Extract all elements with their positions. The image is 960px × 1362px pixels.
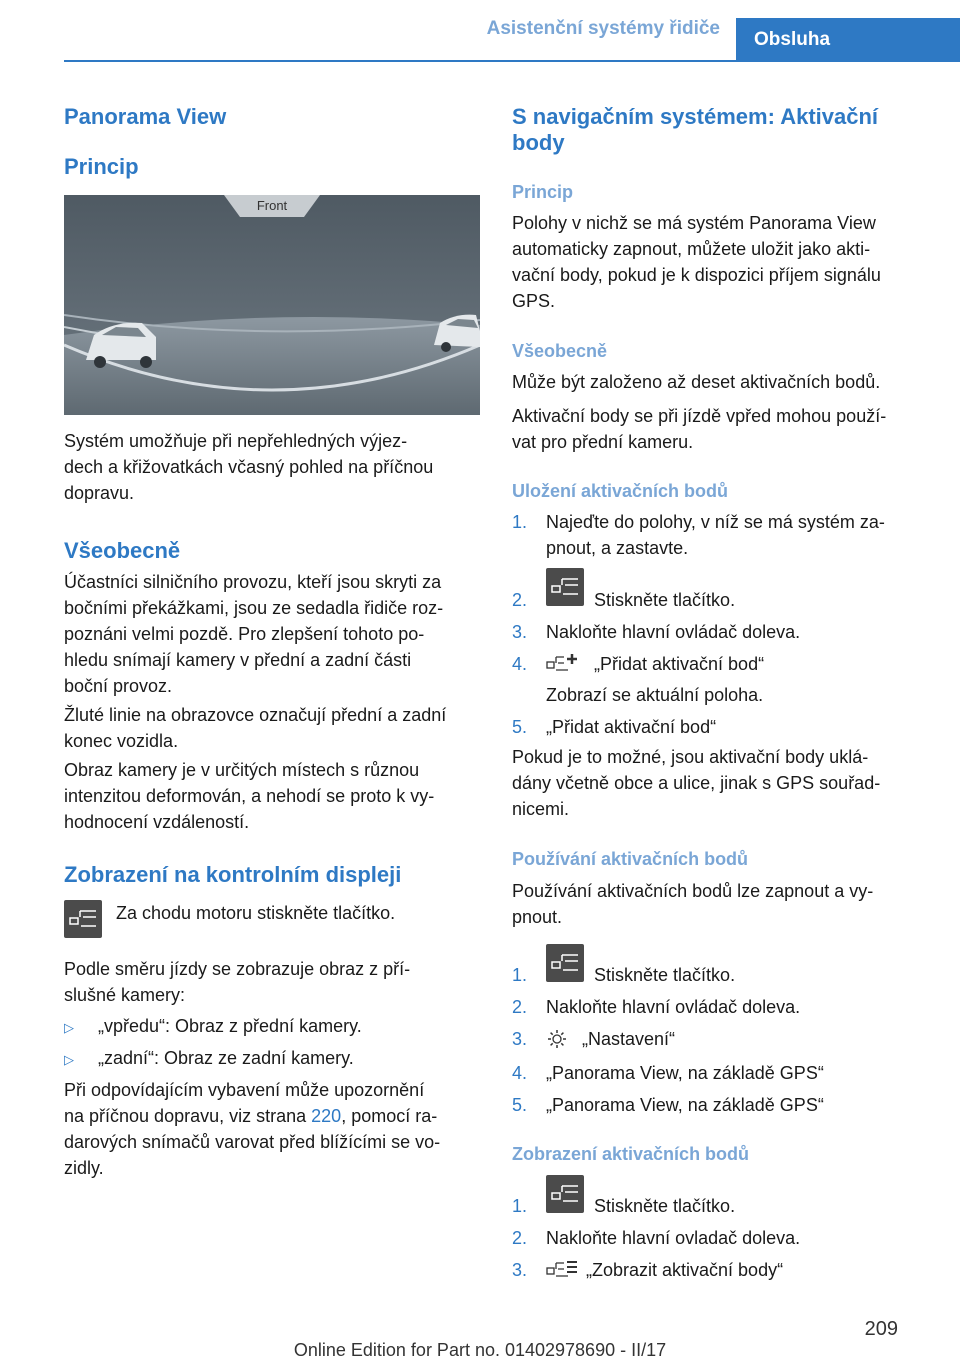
show-points-icon — [546, 1259, 578, 1288]
heading-vseobecne: Všeobecně — [64, 538, 181, 563]
vseobecne-text-1: Účastníci silničního provozu, kteří jsou skryti za bočními překážkami, jsou ze sedadla řidiče roz- poznáni velmi pozdě. Pro zlepšení tohoto po- hledu snímají kamery v přední a zadní části boční provoz. — [64, 572, 444, 696]
vseobecne-text-2: Žluté linie na obrazovce označují přední a zadní konec vozidla. — [64, 705, 447, 751]
heading-navigation: S navigačním systémem: Aktivační body — [512, 104, 879, 155]
heading-vseobecne-right: Všeobecně — [512, 341, 608, 361]
cross-traffic-text: Při odpovídajícím vybavení může upozornění na příčnou dopravu, viz strana 220, pomocí ra- darových snímačů varovat před blížícími se vo- zidly. — [64, 1080, 441, 1178]
header-rule — [64, 60, 960, 62]
princip-text: Systém umožňuje při nepřehledných výjez- dech a křižovatkách včasný pohled na příčnou dopravu. — [64, 431, 434, 503]
heading-ulozeni: Uložení aktivačních bodů — [512, 481, 729, 501]
chapter-tab: Obsluha — [736, 18, 960, 60]
edition-footer: Online Edition for Part no. 01402978690 - II/17 — [293, 1340, 667, 1360]
vseobecne-text-3: Obraz kamery je v určitých místech s různou intenzitou deformován, a nehodí se proto k vy- hodnocení vzdáleností. — [64, 760, 435, 832]
heading-princip: Princip — [64, 154, 139, 179]
page-number: 209 — [864, 1318, 898, 1340]
pouzivani-text: Používání aktivačních bodů lze zapnout a vy- pnout. — [512, 881, 874, 927]
heading-princip-right: Princip — [512, 182, 574, 202]
smer-text: Podle směru jízdy se zobrazuje obraz z pří- slušné kamery: — [64, 959, 411, 1005]
add-point-icon — [546, 653, 578, 682]
front-label: Front — [256, 198, 288, 213]
camera-button-icon — [546, 944, 584, 982]
section-title: Asistenční systémy řidiče — [486, 18, 720, 39]
camera-button-icon — [64, 900, 102, 938]
princip-right-text: Polohy v nichž se má systém Panorama View automaticky zapnout, můžete uložit jako akti- vační body, pokud je k dispozici příjem signálu GPS. — [512, 213, 881, 311]
page-header — [0, 0, 960, 62]
vseobecne-right-1: Může být založeno až deset aktivačních bodů. — [512, 372, 881, 392]
camera-button-icon — [546, 568, 584, 606]
heading-pouzivani: Používání aktivačních bodů — [512, 849, 749, 869]
pokud-text: Pokud je to možné, jsou aktivační body uklá- dány včetně obce a ulice, jinak s GPS souřad- nicemi. — [512, 747, 881, 819]
camera-button-icon — [546, 1175, 584, 1213]
zobrazeni-btn-text: Za chodu motoru stiskněte tlačítko. — [116, 903, 396, 923]
heading-zobrazeni: Zobrazení na kontrolním displeji — [64, 862, 402, 887]
heading-zobrazeni-right: Zobrazení aktivačních bodů — [512, 1144, 750, 1164]
page-link-220[interactable]: 220 — [311, 1106, 342, 1126]
vseobecne-right-2: Aktivační body se při jízdě vpřed mohou použí- vat pro přední kameru. — [512, 406, 887, 452]
camera-image — [64, 195, 480, 415]
heading-panorama-view: Panorama View — [64, 104, 227, 129]
gear-icon — [546, 1028, 568, 1057]
